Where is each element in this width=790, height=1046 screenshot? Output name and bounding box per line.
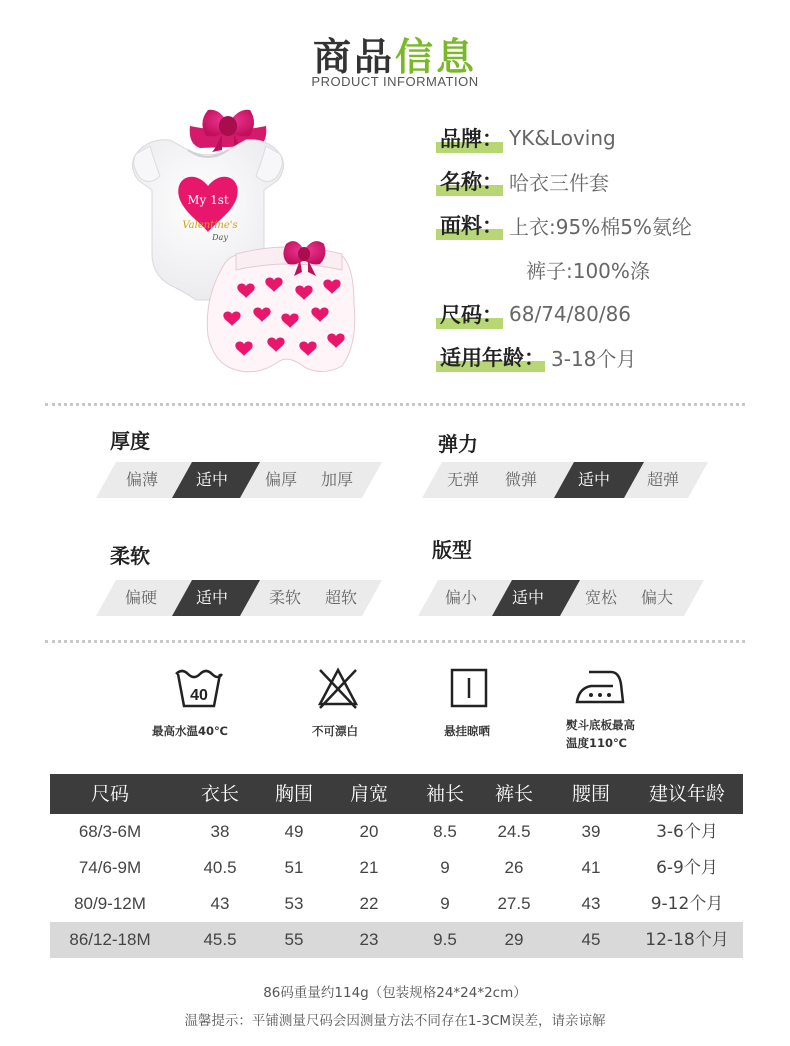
info-row-fabric-pants (522, 251, 650, 287)
page-title (0, 26, 790, 81)
table-cell: 9.5 (433, 930, 457, 949)
info-value-fabric-top: 上衣:95%棉5%氨纶 (509, 214, 692, 239)
care-label-bleach: 不可漂白 (312, 724, 358, 738)
title-part-2: 信息 (395, 35, 478, 79)
wash-temp-badge: 40 (190, 687, 208, 704)
info-value-size: 68/74/80/86 (509, 302, 632, 326)
attr-title-thickness: 厚度 (110, 429, 150, 453)
bodysuit-text-3: Day (212, 233, 228, 242)
thickness-option-3: 加厚 (320, 470, 353, 489)
table-cell: 41 (581, 858, 601, 877)
scale-elasticity (422, 462, 708, 498)
info-row-size (440, 296, 631, 332)
softness-option-0: 偏硬 (124, 588, 157, 607)
fit-option-2: 宽松 (584, 588, 617, 607)
elasticity-option-0: 无弹 (446, 470, 479, 489)
table-cell: 51 (284, 858, 304, 877)
info-key-size: 尺码： (440, 299, 505, 329)
info-row-fabric (440, 207, 692, 243)
info-row-age (440, 339, 636, 375)
scale-thickness (96, 462, 382, 498)
table-cell: 74/6-9M (78, 858, 142, 877)
care-label-iron-1: 熨斗底板最高 (566, 718, 635, 732)
attr-title-fit: 版型 (432, 538, 472, 562)
weight-note: 86码重量约114g（包装规格24*24*2cm） (263, 985, 527, 1001)
table-cell: 40.5 (203, 858, 237, 877)
care-label-wash: 最高水温40℃ (152, 724, 228, 738)
info-key-name: 名称： (440, 166, 505, 196)
header-cell: 腰围 (571, 783, 610, 805)
iron-110-icon (575, 668, 625, 708)
softness-option-3: 超软 (324, 588, 357, 607)
hang-dry-icon (450, 668, 488, 708)
table-cell: 3-6个月 (656, 822, 718, 842)
table-cell: 24.5 (497, 822, 531, 841)
table-cell: 9-12个月 (650, 894, 724, 914)
thickness-option-1: 适中 (195, 470, 228, 489)
bodysuit-text-1: My 1st (187, 193, 229, 207)
table-row (50, 922, 743, 958)
table-row (50, 886, 743, 922)
table-cell: 27.5 (497, 894, 531, 913)
table-cell: 45 (581, 930, 601, 949)
info-key-age: 适用年龄： (440, 342, 547, 372)
info-row-brand (440, 120, 616, 156)
bodysuit-text-2: Valentine's (182, 220, 238, 231)
info-value-name: 哈衣三件套 (509, 170, 609, 195)
header-cell: 裤长 (494, 783, 533, 805)
table-cell: 26 (504, 858, 524, 877)
header-cell: 袖长 (425, 783, 464, 805)
table-cell: 43 (210, 894, 230, 913)
info-key-fabric: 面料： (440, 210, 505, 240)
info-row-name (440, 163, 609, 199)
elasticity-option-3: 超弹 (646, 470, 679, 489)
table-cell: 8.5 (433, 822, 457, 841)
attr-title-softness: 柔软 (110, 544, 150, 568)
header-cell: 肩宽 (349, 783, 388, 805)
table-cell: 9 (440, 894, 450, 913)
table-cell: 6-9个月 (656, 858, 718, 878)
attr-title-elasticity: 弹力 (438, 432, 478, 456)
info-value-age: 3-18个月 (551, 346, 637, 371)
no-bleach-icon (316, 666, 360, 710)
wash-40-icon (174, 668, 224, 710)
table-cell: 9 (440, 858, 450, 877)
elasticity-option-1: 微弹 (504, 470, 537, 489)
page-subtitle: PRODUCT INFORMATION (311, 74, 479, 89)
thickness-option-0: 偏薄 (125, 470, 158, 489)
fit-option-1: 适中 (511, 588, 544, 607)
table-cell: 55 (284, 930, 304, 949)
table-cell: 12-18个月 (645, 930, 729, 950)
scale-fit (418, 580, 704, 616)
table-cell: 23 (359, 930, 379, 949)
softness-option-2: 柔软 (268, 588, 301, 607)
table-row (50, 814, 743, 850)
bloomers (207, 241, 355, 372)
care-label-hang: 悬挂晾晒 (444, 724, 490, 738)
care-label-iron-2: 温度110℃ (566, 736, 627, 750)
thickness-option-2: 偏厚 (264, 470, 297, 489)
table-cell: 22 (359, 894, 379, 913)
table-cell: 80/9-12M (74, 894, 146, 913)
info-key-brand: 品牌： (440, 123, 505, 153)
info-value-brand: YK&Loving (509, 126, 616, 150)
header-cell: 胸围 (274, 783, 313, 805)
measurement-tip: 温馨提示：平铺测量尺码会因测量方法不同存在1-3CM误差，请亲谅解 (184, 1013, 606, 1029)
table-cell: 21 (359, 858, 379, 877)
table-cell: 86/12-18M (69, 930, 151, 949)
table-cell: 53 (284, 894, 304, 913)
info-value-fabric-pants: 裤子:100%涤 (526, 258, 650, 283)
table-cell: 45.5 (203, 930, 237, 949)
header-cell: 尺码 (90, 783, 129, 805)
table-cell: 39 (581, 822, 601, 841)
title-part-1: 商品 (312, 35, 395, 79)
table-cell: 43 (581, 894, 601, 913)
table-cell: 20 (359, 822, 379, 841)
table-cell: 29 (504, 930, 524, 949)
fit-option-0: 偏小 (444, 588, 477, 607)
divider (45, 403, 745, 406)
table-cell: 38 (210, 822, 230, 841)
fit-option-3: 偏大 (640, 588, 673, 607)
table-cell: 49 (284, 822, 304, 841)
table-header (50, 774, 743, 814)
scale-softness (96, 580, 382, 616)
header-cell: 衣长 (200, 783, 239, 805)
table-row (50, 850, 743, 886)
divider (45, 640, 745, 643)
elasticity-option-2: 适中 (577, 470, 610, 489)
softness-option-1: 适中 (195, 588, 228, 607)
table-cell: 68/3-6M (78, 822, 142, 841)
product-image (128, 104, 398, 394)
header-cell: 建议年龄 (648, 783, 725, 805)
